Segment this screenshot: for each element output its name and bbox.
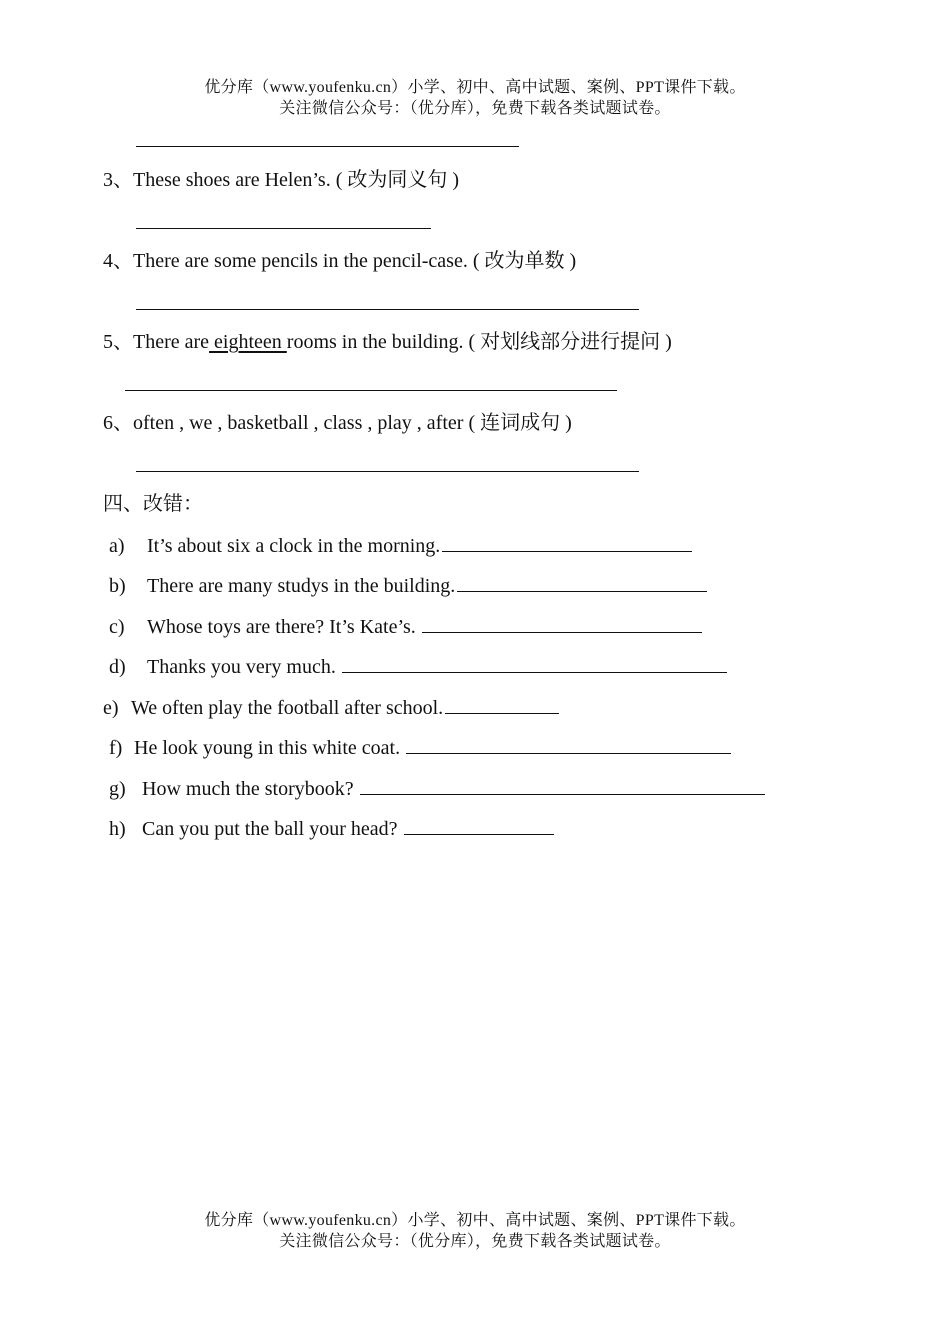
- footer-line-2: 关注微信公众号：（优分库），免费下载各类试题试卷。: [279, 1233, 671, 1250]
- rewrite-item-6: [103, 411, 572, 435]
- item-text-post: rooms in the building. ( 对划线部分进行提问 ): [286, 331, 672, 353]
- page-header: [0, 77, 950, 119]
- item-label: c): [109, 616, 125, 638]
- answer-blank-d[interactable]: [342, 654, 727, 673]
- answer-line-2[interactable]: [136, 146, 519, 147]
- answer-line-4[interactable]: [136, 309, 639, 310]
- answer-blank-c[interactable]: [422, 614, 702, 633]
- rewrite-item-4: [103, 249, 576, 273]
- answer-blank-b[interactable]: [457, 573, 707, 592]
- item-number: 3、: [103, 169, 133, 191]
- item-text: He look young in this white coat.: [134, 737, 401, 759]
- page-footer: [0, 1210, 950, 1252]
- item-number: 5、: [103, 331, 133, 353]
- header-line-1: 优分库（www.youfenku.cn）小学、初中、高中试题、案例、PPT课件下载。: [204, 79, 746, 96]
- item-text: How much the storybook?: [142, 778, 354, 800]
- answer-line-3[interactable]: [136, 228, 431, 229]
- item-text: These shoes are Helen’s. ( 改为同义句 ): [133, 169, 460, 191]
- item-label: f): [109, 737, 123, 759]
- answer-blank-e[interactable]: [445, 695, 559, 714]
- item-text: It’s about six a clock in the morning.: [147, 535, 441, 557]
- answer-blank-a[interactable]: [442, 533, 692, 552]
- item-text: There are some pencils in the pencil-case. ( 改为单数 ): [133, 250, 577, 272]
- item-text: There are many studys in the building.: [147, 575, 456, 597]
- answer-blank-f[interactable]: [406, 735, 731, 754]
- correction-item-g: [109, 776, 765, 801]
- item-label: g): [109, 778, 126, 800]
- correction-item-b: [109, 573, 707, 598]
- item-text: We often play the football after school.: [131, 697, 444, 719]
- correction-item-a: [109, 533, 692, 558]
- item-label: d): [109, 656, 126, 678]
- item-label: b): [109, 575, 126, 597]
- item-text: Can you put the ball your head?: [142, 818, 398, 840]
- item-number: 6、: [103, 412, 133, 434]
- header-line-2: 关注微信公众号：（优分库），免费下载各类试题试卷。: [279, 100, 671, 117]
- item-label: a): [109, 535, 125, 557]
- item-text: Thanks you very much.: [147, 656, 336, 678]
- rewrite-item-3: [103, 168, 459, 192]
- correction-item-d: [109, 654, 727, 679]
- section-title: 四、改错：: [103, 493, 203, 515]
- correction-item-h: [109, 816, 554, 841]
- answer-line-6[interactable]: [136, 471, 639, 472]
- item-label: h): [109, 818, 126, 840]
- item-number: 4、: [103, 250, 133, 272]
- item-text: often , we , basketball , class , play , after ( 连词成句 ): [133, 412, 572, 434]
- correction-item-f: [109, 735, 731, 760]
- correction-item-e: [103, 695, 559, 720]
- item-text-pre: There are: [133, 331, 210, 353]
- footer-line-1: 优分库（www.youfenku.cn）小学、初中、高中试题、案例、PPT课件下载。: [204, 1212, 746, 1229]
- correction-item-c: [109, 614, 702, 639]
- answer-blank-g[interactable]: [360, 776, 765, 795]
- rewrite-item-5: [103, 330, 672, 354]
- answer-line-5[interactable]: [125, 390, 617, 391]
- item-text: Whose toys are there? It’s Kate’s.: [147, 616, 416, 638]
- answer-blank-h[interactable]: [404, 816, 554, 835]
- underlined-word: eighteen: [209, 331, 287, 353]
- item-label: e): [103, 697, 119, 719]
